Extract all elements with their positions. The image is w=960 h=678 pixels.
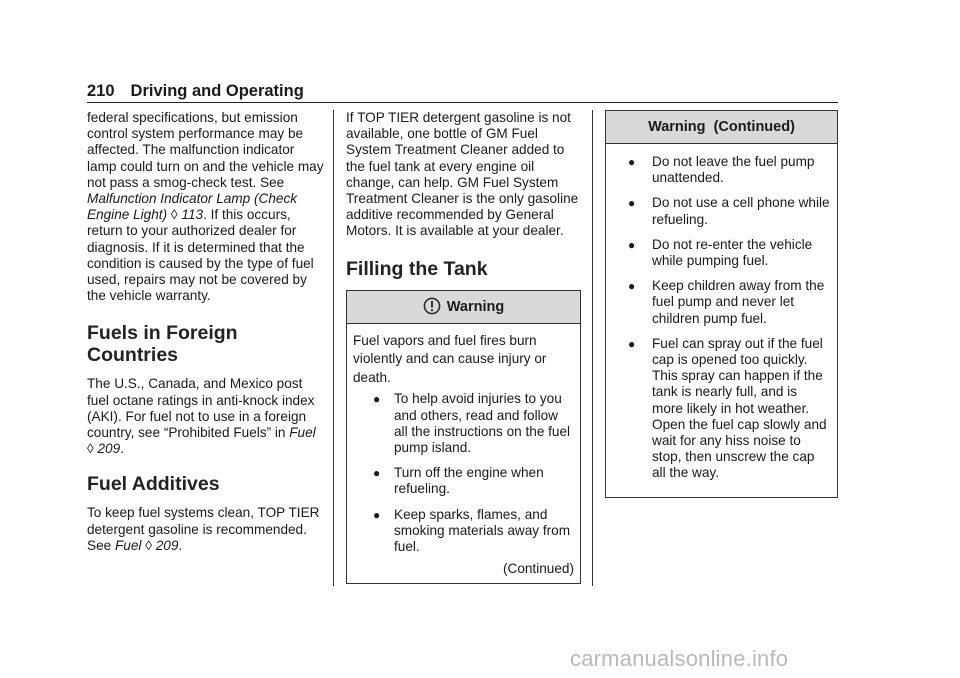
- warning-header: [347, 291, 580, 324]
- warning-body: [347, 324, 580, 584]
- list-item: [612, 195, 831, 227]
- paragraph-emission: [87, 110, 325, 304]
- bullet-icon: ●: [628, 237, 636, 252]
- heading-filling-tank: Filling the Tank: [346, 257, 488, 280]
- warning-continued-box: [605, 110, 838, 498]
- page-ref-number[interactable]: 113: [181, 207, 204, 223]
- text: To keep fuel systems clean, TOP TIER detergent gasoline is recommended. See: [87, 505, 320, 553]
- warning-header: Warning (Continued): [606, 111, 837, 144]
- cross-reference-link[interactable]: Fuel: [114, 537, 142, 553]
- list-item: [353, 465, 574, 497]
- column-2: [346, 110, 581, 584]
- list-item: [353, 507, 574, 556]
- page-ref-number[interactable]: 209: [155, 537, 179, 553]
- heading-fuels-foreign: Fuels in Foreign Countries: [87, 322, 238, 367]
- list-item: [612, 154, 831, 186]
- list-item-text: Do not leave the fuel pump unattended.: [652, 154, 815, 186]
- bullet-icon: ●: [373, 392, 381, 407]
- bullet-icon: ●: [628, 279, 636, 294]
- bullet-icon: ●: [628, 336, 636, 351]
- column-divider: [333, 110, 334, 586]
- warning-icon: [423, 295, 441, 327]
- list-item: [612, 336, 831, 482]
- page-number: 210: [87, 82, 115, 100]
- warning-body: [606, 144, 837, 497]
- list-item-text: To help avoid injuries to you and others, read and follow all the instructions on the fuel pump island.: [394, 391, 571, 456]
- section-title: Driving and Operating: [130, 82, 304, 100]
- warning-box: [346, 290, 581, 585]
- list-item: [353, 391, 574, 456]
- paragraph-foreign: [87, 376, 325, 457]
- text: . If this occurs, return to your authorized dealer for diagnosis. If it is determined that the condition is caused by the type of fuel used, repairs may not be covered by the vehicle warranty.: [87, 207, 314, 304]
- warning-list: [612, 154, 831, 482]
- heading-fuel-additives: Fuel Additives: [87, 473, 220, 496]
- page-ref-number[interactable]: 209: [97, 441, 121, 457]
- paragraph-gm-cleaner: If TOP TIER detergent gasoline is not available, one bottle of GM Fuel System Treatment Cleaner added to the fuel tank at every engine oil change, can help. GM Fuel System Treatment Cleaner is the only gasoline additive recommended by General Motors. It is available at your dealer.: [346, 110, 579, 239]
- list-item-text: Do not use a cell phone while refueling.: [652, 195, 830, 227]
- warning-title: Warning: [446, 298, 505, 315]
- column-divider: [592, 110, 593, 586]
- warning-list: [353, 391, 574, 555]
- bullet-icon: ●: [373, 507, 381, 522]
- page-ref-icon: ◊: [87, 441, 98, 457]
- warning-intro: Fuel vapors and fuel fires burn violently and can cause injury or death.: [353, 332, 547, 385]
- list-item-text: Fuel can spray out if the fuel cap is opened too quickly. This spray can happen if the tank is nearly full, and is more likely in hot weather. Open the fuel cap slowly and wait for any hiss noise to stop, then unscrew the cap all the way.: [652, 335, 827, 481]
- list-item-text: Turn off the engine when refueling.: [394, 465, 544, 497]
- list-item-text: Do not re-enter the vehicle while pumping fuel.: [652, 236, 813, 269]
- page-ref-icon: ◊: [167, 207, 182, 223]
- paragraph-additives: [87, 505, 325, 554]
- text: The U.S., Canada, and Mexico post fuel octane ratings in anti-knock index (AKI). For fuel not to use in a foreign country, see “Prohibited Fuels” in: [87, 376, 315, 441]
- list-item: [612, 278, 831, 327]
- list-item-text: Keep sparks, flames, and smoking materials away from fuel.: [394, 506, 571, 555]
- text: federal specifications, but emission control system performance may be affected. The malfunction indicator lamp could turn on and the vehicle may not pass a smog-check test. See: [87, 110, 324, 190]
- cross-reference-link[interactable]: Fuel: [289, 425, 316, 441]
- watermark: carmanualsonline.info: [570, 646, 789, 671]
- text: .: [120, 441, 124, 457]
- list-item: [612, 237, 831, 269]
- text: .: [178, 537, 183, 553]
- bullet-icon: ●: [628, 196, 636, 211]
- page-header: [87, 82, 838, 103]
- cross-reference-link[interactable]: Malfunction Indicator Lamp (Check Engine Light): [87, 191, 298, 223]
- list-item-text: Keep children away from the fuel pump and never let children pump fuel.: [652, 278, 825, 326]
- page-ref-icon: ◊: [141, 537, 156, 553]
- continued-label: (Continued): [502, 561, 574, 577]
- bullet-icon: ●: [373, 466, 381, 481]
- bullet-icon: ●: [628, 155, 636, 169]
- column-3: [605, 110, 838, 498]
- column-1: [87, 110, 325, 554]
